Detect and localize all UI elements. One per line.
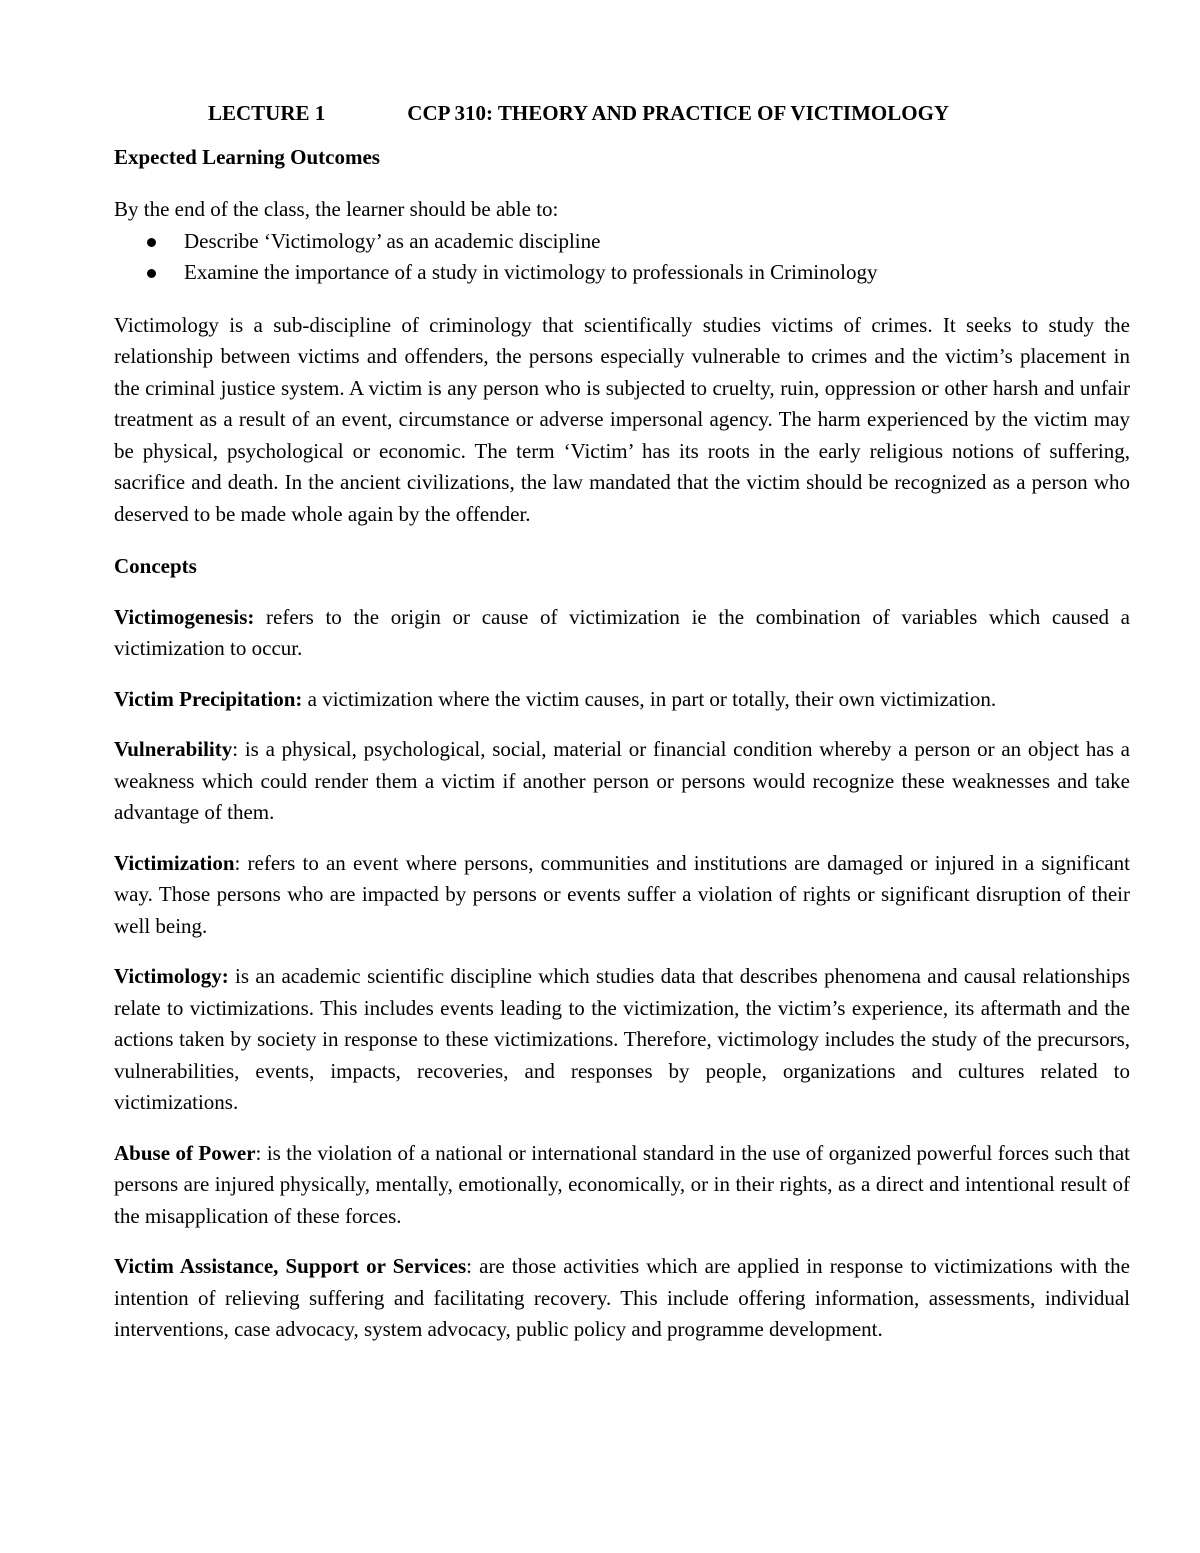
definition-term: Victim Assistance, Support or Services (114, 1254, 467, 1278)
definition-victimogenesis (114, 602, 1130, 665)
definition-victim-assistance (114, 1251, 1130, 1346)
definition-term: Victim Precipitation: (114, 686, 303, 711)
outcome-text: Examine the importance of a study in victimology to professionals in Criminology (184, 260, 878, 284)
outcome-text: Describe ‘Victimology’ as an academic discipline (184, 228, 601, 253)
course-title: CCP 310: THEORY AND PRACTICE OF VICTIMOLOGY (407, 101, 950, 125)
lecture-number: LECTURE 1 (208, 101, 326, 125)
definition-term: Vulnerability (114, 737, 233, 761)
document-page (114, 98, 1130, 1365)
bullet-icon (147, 269, 156, 278)
outcomes-list (114, 226, 1130, 289)
definition-text: : is a physical, psychological, social, material or financial condition whereby a person or an object has a weakness which could render them a victim if another person or persons would recognize these weaknesses and take advantage of them. (114, 737, 1130, 824)
definition-term: Victimology: (114, 964, 229, 988)
page-title (114, 98, 1130, 130)
definition-vulnerability (114, 734, 1130, 829)
definition-victim-precipitation (114, 684, 1130, 716)
definition-term: Victimogenesis: (114, 604, 255, 629)
intro-paragraph: Victimology is a sub-discipline of criminology that scientifically studies victims of crimes. It seeks to study the relationship between victims and offenders, the persons especially vulnerable to crimes and the victim’s placement in the criminal justice system. A victim is any person who is subjected to cruelty, ruin, oppression or other harsh and unfair treatment as a result of an event, circumstance or adverse impersonal agency. The harm experienced by the victim may be physical, psychological or economic. The term ‘Victim’ has its roots in the early religious notions of suffering, sacrifice and death. In the ancient civilizations, the law mandated that the victim should be recognized as a person who deserved to be made whole again by the offender. (114, 312, 1130, 526)
definition-text: is an academic scientific discipline which studies data that describes phenomena and causal relationships relate to victimizations. This includes events leading to the victimization, the victim’s experience, its aftermath and the actions taken by society in response to these victimizations. Therefore, victimology includes the study of the precursors, vulnerabilities, events, impacts, recoveries, and responses by people, organizations and cultures related to victimizations. (114, 964, 1130, 1114)
definition-victimization (114, 848, 1130, 943)
definition-text: : are those activities which are applied in response to victimizations with the intention of relieving suffering and facilitating recovery. This include offering information, assessments, individual interventions, case advocacy, system advocacy, public policy and programme development. (114, 1254, 1130, 1341)
definition-term: Abuse of Power (114, 1140, 256, 1165)
outcomes-intro: By the end of the class, the learner should be able to: (114, 197, 559, 221)
definition-text: : refers to an event where persons, communities and institutions are damaged or injured in a significant way. Those persons who are impacted by persons or events suffer a violation of rights or significant disruption of their well being. (114, 850, 1130, 938)
concepts-heading: Concepts (114, 554, 197, 578)
definition-text: refers to the origin or cause of victimization ie the combination of variables which caused a victimization to occur. (114, 604, 1130, 660)
list-item (114, 257, 1130, 289)
outcomes-heading: Expected Learning Outcomes (114, 144, 380, 169)
definition-term: Victimization (114, 850, 235, 875)
bullet-icon (147, 238, 156, 247)
definition-text: a victimization where the victim causes, in part or totally, their own victimization. (302, 686, 997, 711)
list-item (114, 226, 1130, 258)
definition-abuse-of-power (114, 1138, 1130, 1233)
definition-victimology (114, 961, 1130, 1119)
definition-text: : is the violation of a national or international standard in the use of organized powerful forces such that persons are injured physically, mentally, emotionally, economically, or in their rights, as a direct and intentional result of the misapplication of these forces. (114, 1140, 1130, 1228)
